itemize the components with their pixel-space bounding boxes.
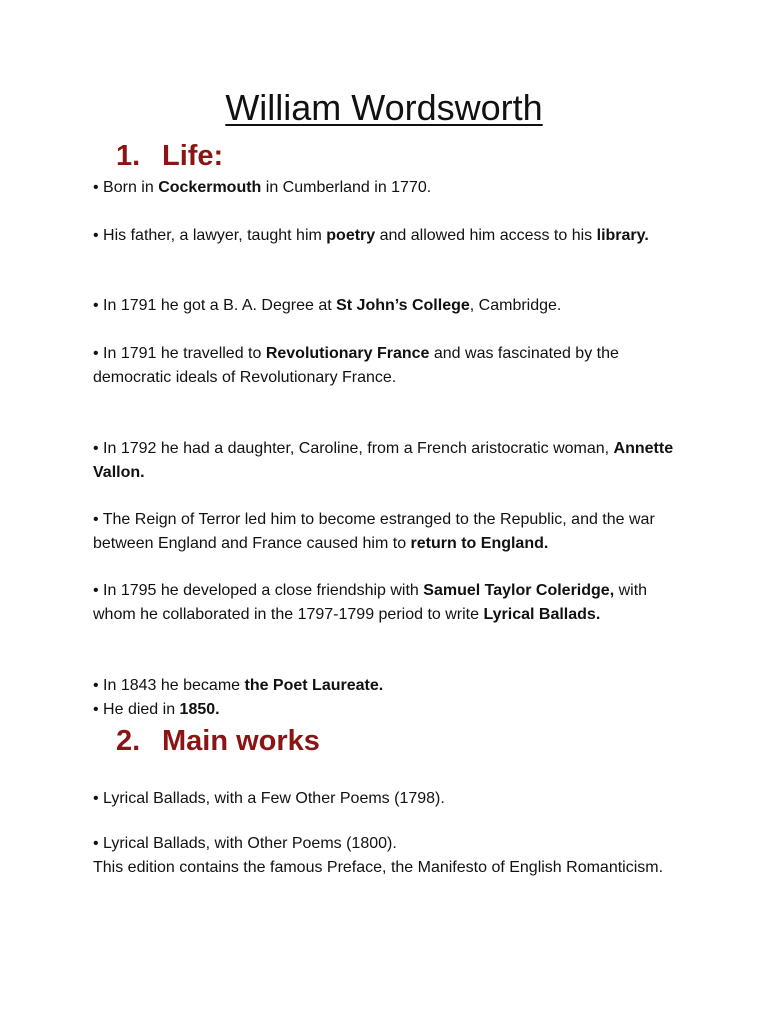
- text-run: in Cumberland in 1770.: [261, 179, 432, 196]
- text-run: and allowed him access to his: [375, 227, 597, 244]
- bold-text: 1850.: [179, 701, 220, 718]
- text-run: • In 1792 he had a daughter, Caroline, from a French aristocratic woman,: [93, 440, 614, 457]
- text-run: • Born in: [93, 179, 159, 196]
- text-run: • His father, a lawyer, taught him: [93, 227, 327, 244]
- life-paragraph-terror: [93, 508, 693, 556]
- life-paragraph-father: [93, 224, 693, 248]
- text-run: , Cambridge.: [469, 297, 562, 314]
- bold-text: Revolutionary France: [265, 345, 430, 362]
- text-run: • In 1791 he got a B. A. Degree at: [93, 297, 337, 314]
- works-item-1800: [93, 832, 693, 880]
- text-run: • The Reign of Terror led him to become estranged to the Republic, and the war between England and France caused him to: [93, 511, 655, 552]
- life-paragraph-daughter: [93, 437, 693, 485]
- text-run: • In 1791 he travelled to: [93, 345, 266, 362]
- life-paragraph-france: [93, 342, 693, 390]
- section-heading-works: [116, 723, 320, 759]
- text-run: • He died in: [93, 701, 180, 718]
- text-run: • In 1843 he became: [93, 677, 245, 694]
- bold-text: library.: [596, 227, 649, 244]
- life-paragraph-coleridge: [93, 579, 693, 627]
- life-paragraph-laureate: [93, 674, 693, 698]
- text-run: • In 1795 he developed a close friendship with: [93, 582, 424, 599]
- life-paragraph-birth: [93, 176, 693, 200]
- bold-text: St John’s College: [336, 297, 470, 314]
- bold-text: the Poet Laureate.: [244, 677, 384, 694]
- bold-text: Cockermouth: [158, 179, 262, 196]
- text-run: This edition contains the famous Preface, the Manifesto of English Romanticism.: [93, 859, 664, 876]
- section-heading-life: [116, 138, 223, 174]
- section-title: Main works: [162, 725, 320, 757]
- life-paragraph-degree: [93, 294, 693, 318]
- bold-text: Samuel Taylor Coleridge,: [423, 582, 615, 599]
- section-number: 2.: [116, 725, 141, 757]
- section-number: 1.: [116, 140, 141, 172]
- text-run: • Lyrical Ballads, with Other Poems (1800).: [93, 835, 397, 852]
- works-item-1798: • Lyrical Ballads, with a Few Other Poems (1798).: [93, 790, 445, 807]
- text-run: and was fascinated by the democratic ideals of Revolutionary France.: [93, 345, 619, 386]
- bold-text: Annette Vallon.: [93, 440, 674, 481]
- bold-text: return to England.: [410, 535, 549, 552]
- page-title: William Wordsworth: [225, 87, 543, 128]
- bold-text: poetry: [326, 227, 376, 244]
- life-paragraph-death: [93, 698, 693, 722]
- bold-text: Lyrical Ballads.: [483, 606, 601, 623]
- text-run: with whom he collaborated in the 1797-1799 period to write: [93, 582, 648, 623]
- section-title: Life:: [162, 140, 224, 172]
